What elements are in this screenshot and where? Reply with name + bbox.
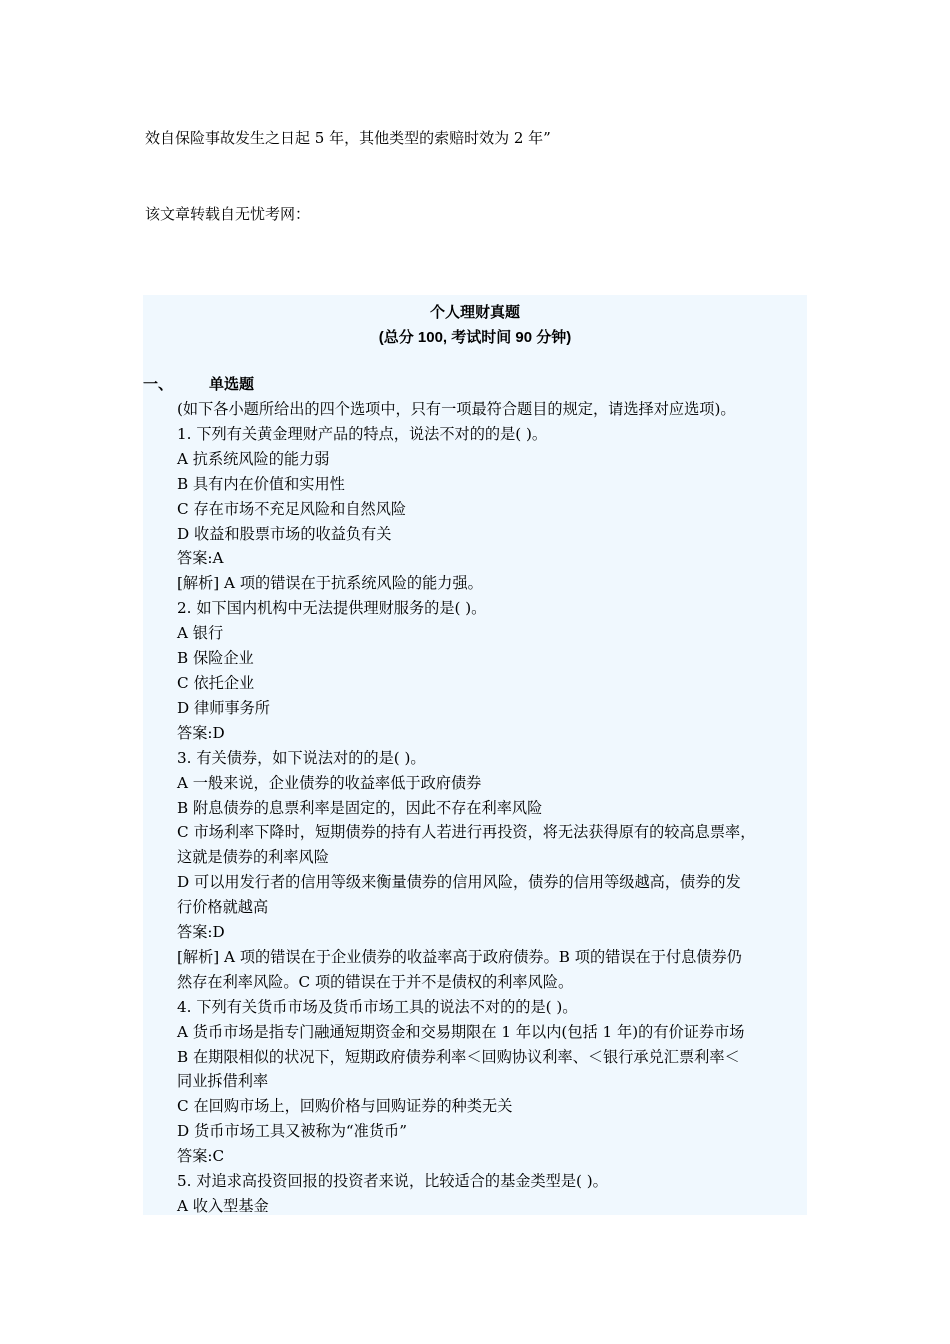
content-line: 1. 下列有关黄金理财产品的特点，说法不对的的是( )。 — [177, 424, 548, 443]
content-line: 3. 有关债券，如下说法对的的是( )。 — [177, 748, 426, 767]
content-line: 答案:C — [177, 1147, 225, 1166]
exam-panel — [143, 295, 807, 1215]
exam-subtitle: (总分 100, 考试时间 90 分钟) — [378, 329, 572, 346]
content-line: B 具有内在价值和实用性 — [177, 474, 345, 493]
content-line: 然存在利率风险。C 项的错误在于并不是债权的利率风险。 — [177, 972, 574, 991]
content-line: 答案:D — [177, 723, 225, 742]
content-line: D 货币市场工具又被称为“准货币” — [177, 1122, 407, 1141]
question-list — [177, 397, 807, 1219]
content-line: 2. 如下国内机构中无法提供理财服务的是( )。 — [177, 599, 487, 618]
content-line: D 可以用发行者的信用等级来衡量债券的信用风险，债券的信用等级越高，债券的发 — [177, 873, 741, 892]
content-line: 答案:A — [177, 549, 224, 568]
content-line: (如下各小题所给出的四个选项中，只有一项最符合题目的规定，请选择对应选项)。 — [177, 400, 736, 418]
content-line: [解析] A 项的错误在于抗系统风险的能力强。 — [177, 574, 483, 593]
header-line-2: 该文章转载自无忧考网： — [145, 205, 311, 223]
content-line: C 依托企业 — [177, 673, 255, 692]
content-line: D 收益和股票市场的收益负有关 — [177, 524, 392, 543]
content-line: C 在回购市场上，回购价格与回购证券的种类无关 — [177, 1097, 513, 1116]
exam-title: 个人理财真题 — [429, 304, 520, 321]
content-line: A 收入型基金 — [177, 1197, 269, 1215]
content-line: 这就是债券的利率风险 — [177, 848, 329, 867]
section-number: 一、 — [143, 376, 174, 393]
content-line: 行价格就越高 — [177, 898, 269, 917]
content-line: 答案:D — [177, 923, 225, 942]
content-line: A 抗系统风险的能力弱 — [177, 449, 330, 468]
content-line: [解析] A 项的错误在于企业债券的收益率高于政府债券。B 项的错误在于付息债券仍 — [177, 947, 742, 966]
content-line: B 附息债券的息票利率是固定的，因此不存在利率风险 — [177, 798, 543, 817]
header-line-1: 效自保险事故发生之日起 5 年，其他类型的索赔时效为 2 年” — [145, 129, 551, 147]
content-line: B 在期限相似的状况下，短期政府债券利率＜回购协议利率、＜银行承兑汇票利率＜ — [177, 1047, 740, 1066]
content-line: B 保险企业 — [177, 649, 254, 668]
content-line: A 银行 — [177, 624, 224, 643]
content-line: 4. 下列有关货币市场及货币市场工具的说法不对的的是( )。 — [177, 997, 578, 1016]
content-line: 5. 对追求高投资回报的投资者来说，比较适合的基金类型是( )。 — [177, 1172, 608, 1191]
content-line: D 律师事务所 — [177, 698, 270, 717]
content-line: C 存在市场不充足风险和自然风险 — [177, 499, 407, 518]
content-line: A 一般来说，企业债券的收益率低于政府债券 — [177, 773, 482, 792]
content-line: 同业拆借利率 — [177, 1072, 269, 1091]
section-heading — [143, 373, 254, 394]
section-title: 单选题 — [209, 376, 255, 393]
content-line: A 货币市场是指专门融通短期资金和交易期限在 1 年以内(包括 1 年)的有价证券市场 — [177, 1022, 745, 1041]
content-line: C 市场利率下降时，短期债券的持有人若进行再投资，将无法获得原有的较高息票率， — [177, 823, 756, 842]
